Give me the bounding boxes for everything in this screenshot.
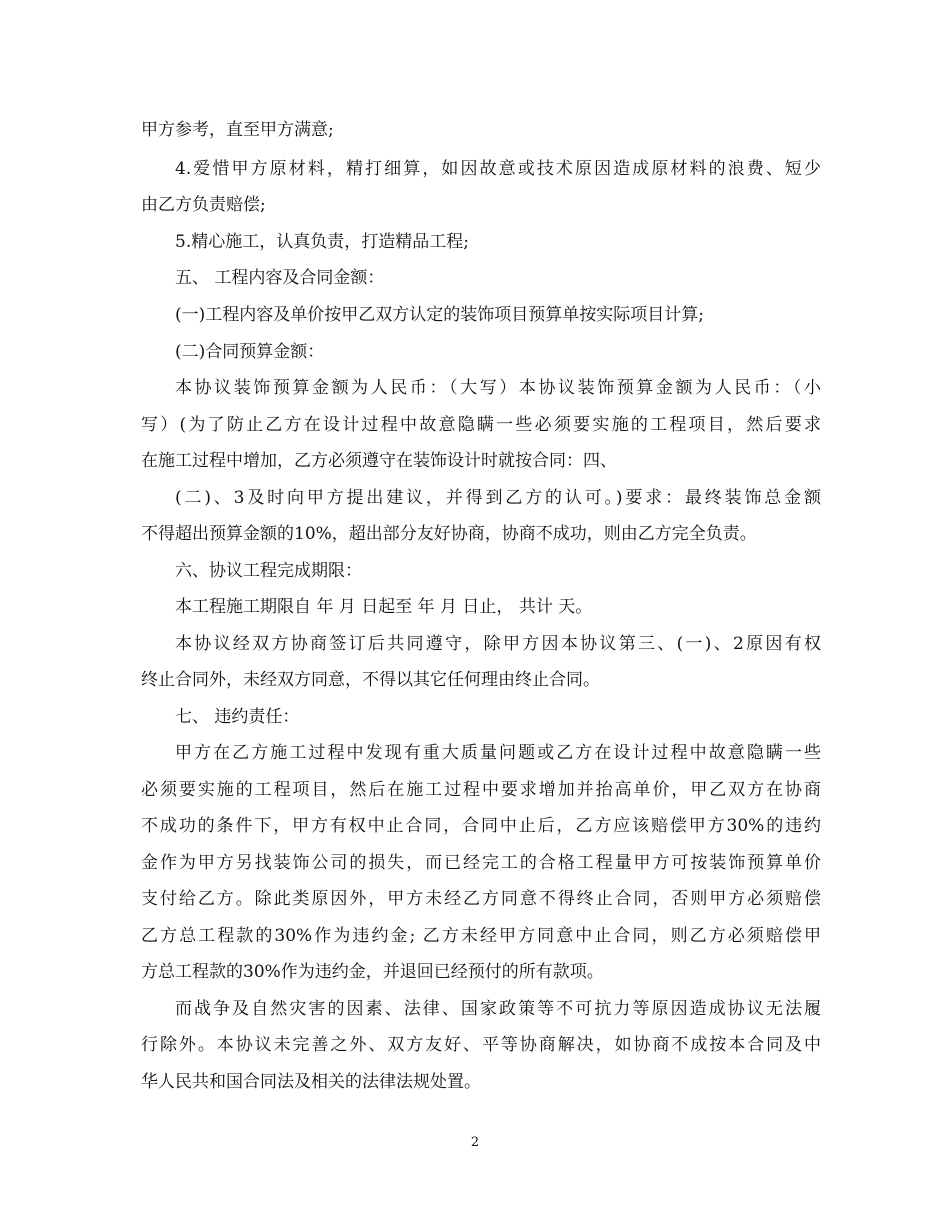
text-line: 4.爱惜甲方原材料，精打细算，如因故意或技术原因造成原材料的浪费、短少 (175, 159, 821, 179)
text-line: 本协议经双方协商签订后共同遵守，除甲方因本协议第三、(一)、2原因有权 (175, 634, 821, 654)
text-line: 写）(为了防止乙方在设计过程中故意隐瞒一些必须要实施的工程项目，然后要求 (141, 415, 821, 435)
text-line: 不得超出预算金额的10%，超出部分友好协商，协商不成功，则由乙方完全负责。 (141, 524, 757, 544)
text-line: (二)、3及时向甲方提出建议，并得到乙方的认可。)要求：最终装饰总金额 (175, 488, 821, 508)
text-line: 乙方总工程款的30%作为违约金; 乙方未经甲方同意中止合同，则乙方必须赔偿甲 (141, 926, 821, 946)
text-line: 本协议装饰预算金额为人民币：（大写）本协议装饰预算金额为人民币：（小 (175, 378, 821, 398)
section-heading: 五、 工程内容及合同金额： (175, 268, 385, 288)
text-line: 不成功的条件下，甲方有权中止合同，合同中止后，乙方应该赔偿甲方30%的违约 (141, 816, 821, 836)
text-line: 本工程施工期限自 年 月 日起至 年 月 日止， 共计 天。 (175, 597, 593, 617)
section-heading: 七、 违约责任： (175, 707, 300, 727)
text-line: 终止合同外，未经双方同意，不得以其它任何理由终止合同。 (141, 670, 600, 690)
text-line: 而战争及自然灾害的因素、法律、国家政策等不可抗力等原因造成协议无法履 (175, 999, 821, 1019)
text-line: 行除外。本协议未完善之外、双方友好、平等协商解决，如协商不成按本合同及中 (141, 1035, 821, 1055)
page-number: 2 (470, 1135, 480, 1150)
text-line: 在施工过程中增加，乙方必须遵守在装饰设计时就按合同：四、 (141, 451, 617, 471)
section-heading: 六、协议工程完成期限： (175, 561, 362, 581)
text-line: 甲方参考，直至甲方满意; (141, 120, 334, 140)
text-line: 金作为甲方另找装饰公司的损失，而已经完工的合格工程量甲方可按装饰预算单价 (141, 853, 821, 873)
text-line: 必须要实施的工程项目，然后在施工过程中要求增加并抬高单价，甲乙双方在协商 (141, 780, 821, 800)
text-line: 支付给乙方。除此类原因外，甲方未经乙方同意不得终止合同，否则甲方必须赔偿 (141, 889, 821, 909)
text-line: 甲方在乙方施工过程中发现有重大质量问题或乙方在设计过程中故意隐瞒一些 (175, 743, 821, 763)
text-line: (一)工程内容及单价按甲乙双方认定的装饰项目预算单按实际项目计算; (175, 305, 704, 325)
text-line: 方总工程款的30%作为违约金，并退回已经预付的所有款项。 (141, 962, 604, 982)
text-line: (二)合同预算金额： (175, 342, 325, 362)
text-line: 由乙方负责赔偿; (141, 195, 266, 215)
text-line: 华人民共和国合同法及相关的法律法规处置。 (141, 1072, 481, 1092)
text-line: 5.精心施工，认真负责，打造精品工程; (175, 232, 469, 252)
